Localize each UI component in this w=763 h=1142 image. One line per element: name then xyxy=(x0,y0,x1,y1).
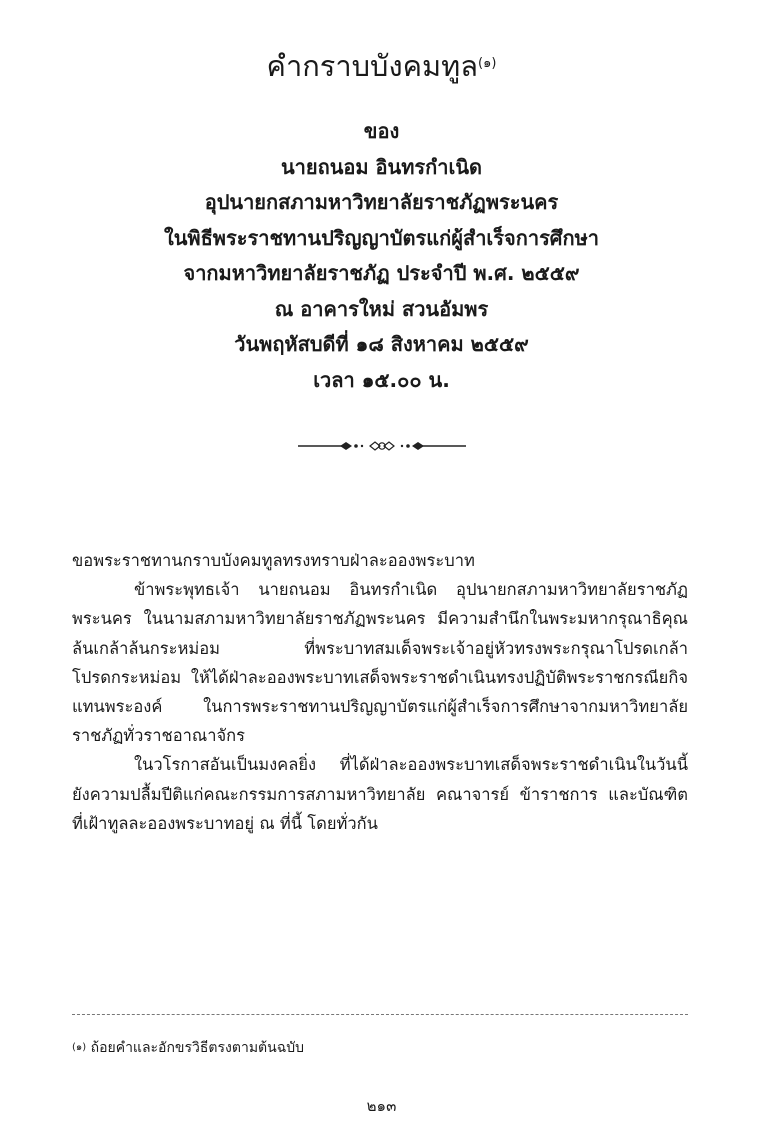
paragraph-line: พระนคร ในนามสภามหาวิทยาลัยราชภัฏพระนคร มีความสำนึกในพระมหากรุณาธิคุณ xyxy=(72,609,688,629)
paragraph-line: ยังความปลื้มปีติแก่คณะกรรมการสภามหาวิทยาลัย คณาจารย์ ข้าราชการ และบัณฑิต xyxy=(72,784,688,804)
footnote-mark: (๑) xyxy=(72,1042,87,1053)
page-number: ๒๑๓ xyxy=(366,1097,397,1115)
heading-line: นายถนอม อินทรกำเนิด xyxy=(280,154,482,179)
salutation-line: ขอพระราชทานกราบบังคมทูลทรงทราบฝ่าละอองพระบาท xyxy=(72,551,475,570)
paragraph-line: ล้นเกล้าล้นกระหม่อม ที่พระบาทสมเด็จพระเจ้าอยู่หัวทรงพระกรุณาโปรดเกล้า xyxy=(72,638,688,658)
paragraph-line: แทนพระองค์ ในการพระราชทานปริญญาบัตรแก่ผู้สำเร็จการศึกษาจากมหาวิทยาลัย xyxy=(72,696,688,716)
heading-line: ของ xyxy=(363,119,400,143)
heading-line: ในพิธีพระราชทานปริญญาบัตรแก่ผู้สำเร็จการศึกษา xyxy=(163,225,600,250)
heading-line: วันพฤหัสบดีที่ ๑๘ สิงหาคม ๒๕๕๙ xyxy=(234,332,529,356)
speech-body xyxy=(72,546,688,838)
title-footnote-mark: (๑) xyxy=(478,56,497,71)
paragraph-line: โปรดกระหม่อม ให้ได้ฝ่าละอองพระบาทเสด็จพระราชดำเนินทรงปฏิบัติพระราชกรณียกิจ xyxy=(72,667,688,687)
footnote-text: ถ้อยคำและอักขรวิธีตรงตามต้นฉบับ xyxy=(90,1040,305,1056)
decorative-divider-icon xyxy=(292,436,472,456)
paragraph-line: ข้าพระพุทธเจ้า นายถนอม อินทรกำเนิด อุปนายกสภามหาวิทยาลัยราชภัฏ xyxy=(134,580,688,600)
paragraph-line: ที่เฝ้าทูลละอองพระบาทอยู่ ณ ที่นี้ โดยทั่วกัน xyxy=(72,813,378,833)
heading-line: จากมหาวิทยาลัยราชภัฏ ประจำปี พ.ศ. ๒๕๕๙ xyxy=(183,261,580,285)
heading-line: เวลา ๑๕.๐๐ น. xyxy=(313,367,450,392)
title-text: คำกราบบังคมทูล xyxy=(266,49,479,83)
ceremony-heading xyxy=(0,114,763,398)
paragraph-line: ในวโรกาสอันเป็นมงคลยิ่ง ที่ได้ฝ่าละอองพระบาทเสด็จพระราชดำเนินในวันนี้ xyxy=(134,755,688,775)
footnote xyxy=(72,1036,304,1060)
paragraph-line: ราชภัฏทั่วราชอาณาจักร xyxy=(72,726,246,746)
heading-line: อุปนายกสภามหาวิทยาลัยราชภัฏพระนคร xyxy=(204,190,559,214)
heading-line: ณ อาคารใหม่ สวนอัมพร xyxy=(274,296,489,321)
document-title xyxy=(0,46,763,86)
footnote-divider xyxy=(72,1014,688,1015)
